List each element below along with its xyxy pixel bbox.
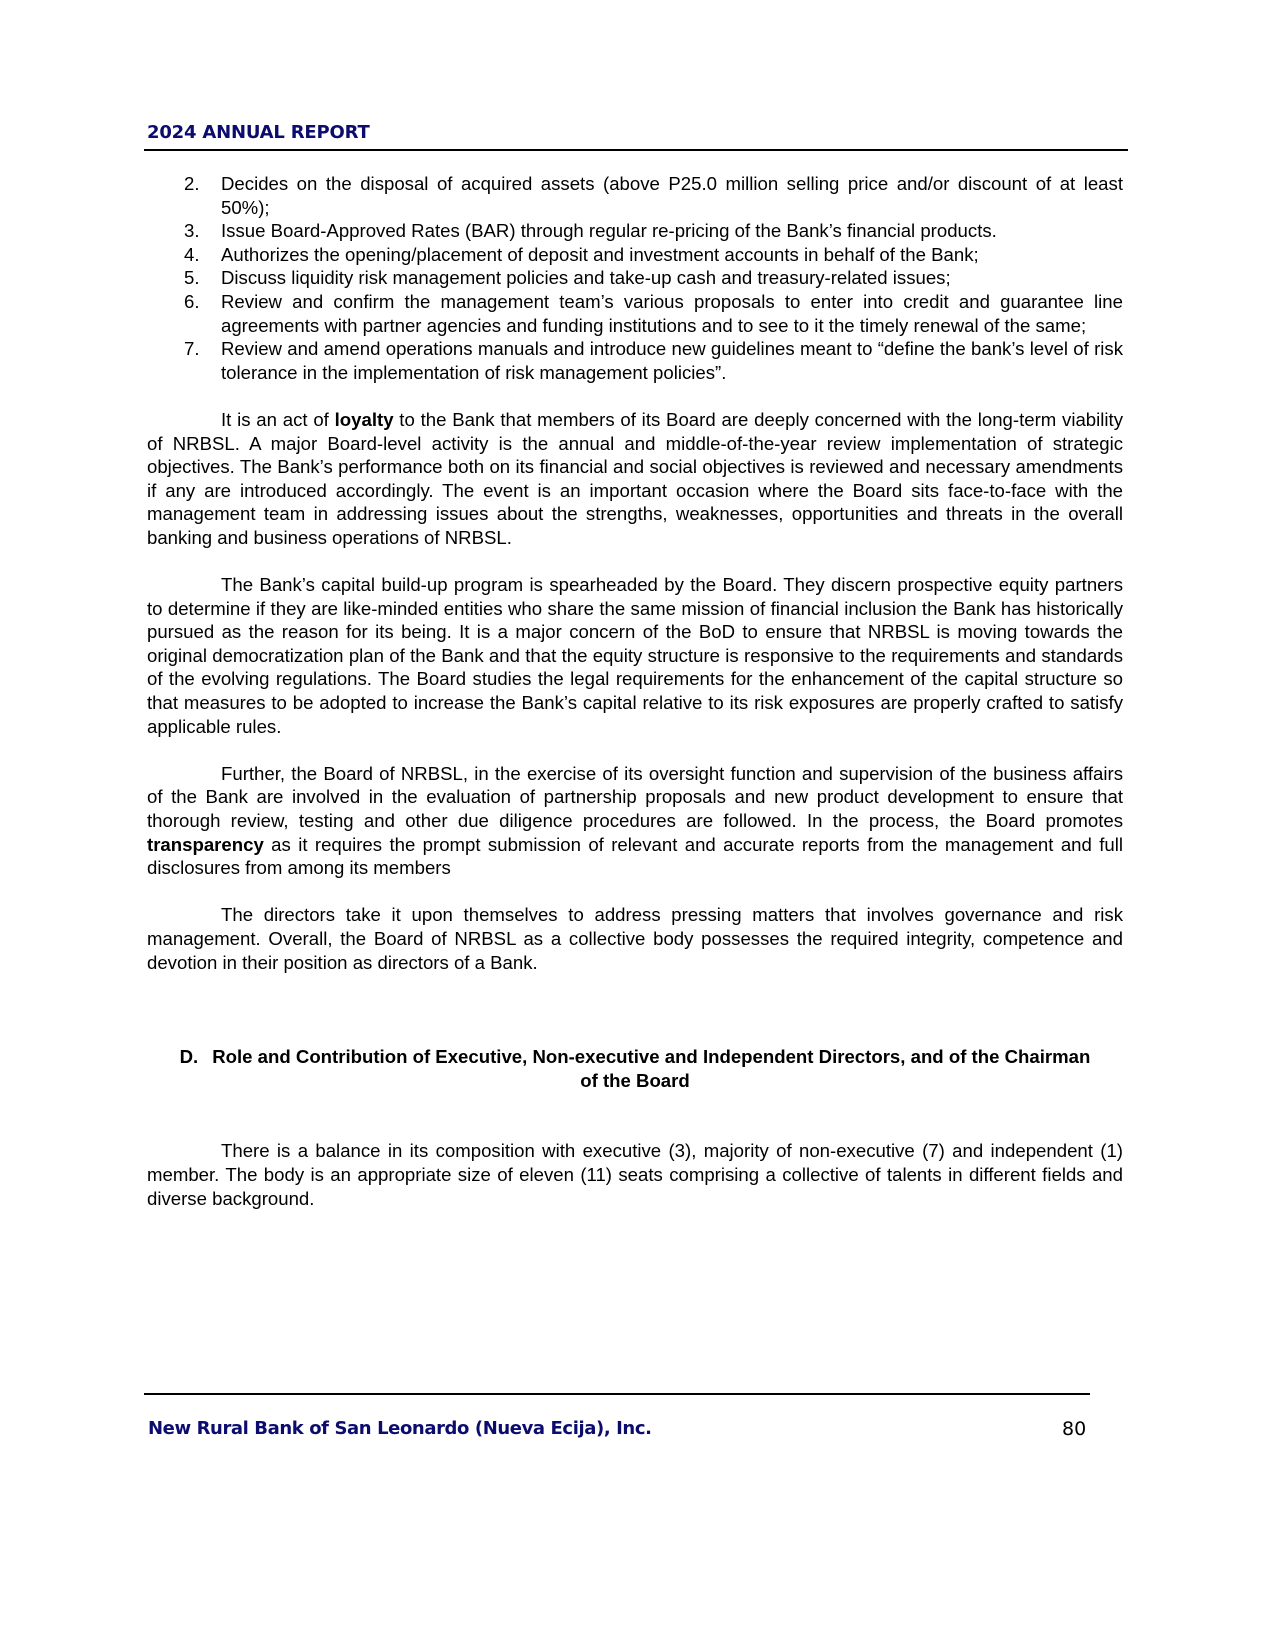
list-item-number: 3. bbox=[184, 220, 200, 242]
list-item-number: 7. bbox=[184, 338, 200, 360]
directors-paragraph: The directors take it upon themselves to address pressing matters that involves governance and risk management. Overall, the Board of NRBSL as a collective body possesses the required integrity, competence and devotion in their position as directors of a Bank. bbox=[147, 904, 1123, 973]
transparency-paragraph: Further, the Board of NRBSL, in the exercise of its oversight function and supervision of the business affairs of the Bank are involved in the evaluation of partnership proposals and new product development to ensure that thorough review, testing and other due diligence procedures are followed. In the process, the Board promotes transparency as it requires the prompt submission of relevant and accurate reports from the management and full disclosures from among its members bbox=[147, 762, 1123, 879]
list-item-text: Authorizes the opening/placement of deposit and investment accounts in behalf of the Bank; bbox=[221, 243, 979, 265]
section-title: Role and Contribution of Executive, Non-executive and Independent Directors, and of the Chairman of the Board bbox=[212, 1045, 1091, 1091]
list-item-text: Discuss liquidity risk management policies and take-up cash and treasury-related issues; bbox=[221, 267, 951, 289]
list-item-number: 6. bbox=[184, 290, 200, 312]
list-item-text: Review and amend operations manuals and introduce new guidelines meant to “define the bank’s level of risk tolerance in the implementation of risk management policies”. bbox=[221, 338, 1123, 383]
list-item-text: Issue Board-Approved Rates (BAR) through regular re-pricing of the Bank’s financial products. bbox=[221, 220, 997, 242]
list-item bbox=[147, 290, 1123, 337]
section-d-heading bbox=[147, 1045, 1123, 1092]
capital-paragraph: The Bank’s capital build-up program is spearheaded by the Board. They discern prospective equity partners to determine if they are like-minded entities who share the same mission of financial inclusion the Bank has historically pursued as the reason for its being. It is a major concern of the BoD to ensure that NRBSL is moving towards the original democratization plan of the Bank and that the equity structure is responsive to the requirements and standards of the evolving regulations. The Board studies the legal requirements for the enhancement of the capital structure so that measures to be adopted to increase the Bank’s capital relative to its risk exposures are properly crafted to satisfy applicable rules. bbox=[147, 574, 1123, 737]
section-letter: D. bbox=[179, 1045, 199, 1067]
loyalty-paragraph: It is an act of loyalty to the Bank that members of its Board are deeply concerned with the long-term viability of NRBSL. A major Board-level activity is the annual and middle-of-the-year review implementation of strategic objectives. The Bank’s performance both on its financial and social objectives is reviewed and necessary amendments if any are introduced accordingly. The event is an important occasion where the Board sits face-to-face with the management team in addressing issues about the strengths, weaknesses, opportunities and threats in the overall banking and business operations of NRBSL. bbox=[147, 408, 1123, 548]
page-body bbox=[147, 172, 1123, 1210]
page-number: 80 bbox=[1062, 1418, 1087, 1440]
header-divider bbox=[144, 149, 1128, 151]
list-item-number: 4. bbox=[184, 243, 200, 265]
footer-divider bbox=[144, 1393, 1090, 1395]
composition-paragraph: There is a balance in its composition with executive (3), majority of non-executive (7) and independent (1) member. The body is an appropriate size of eleven (11) seats comprising a collective of talents in different fields and diverse background. bbox=[147, 1140, 1123, 1209]
report-header-title: 2024 ANNUAL REPORT bbox=[147, 122, 370, 143]
list-item-number: 5. bbox=[184, 267, 200, 289]
list-item bbox=[147, 266, 1123, 290]
list-item-number: 2. bbox=[184, 173, 200, 194]
board-functions-list bbox=[147, 172, 1123, 384]
footer-bank-name: New Rural Bank of San Leonardo (Nueva Ecija), Inc. bbox=[148, 1418, 652, 1439]
list-item-text: Review and confirm the management team’s various proposals to enter into credit and guarantee line agreements with partner agencies and funding institutions and to see to it the timely renewal of the same; bbox=[221, 290, 1123, 336]
loyalty-emphasis: loyalty bbox=[334, 408, 394, 430]
list-item bbox=[147, 243, 1123, 267]
list-item-text: Decides on the disposal of acquired assets (above P25.0 million selling price and/or discount of at least 50%); bbox=[221, 173, 1123, 218]
transparency-emphasis: transparency bbox=[147, 833, 264, 855]
list-item bbox=[147, 337, 1123, 384]
list-item bbox=[147, 172, 1123, 219]
list-item bbox=[147, 219, 1123, 243]
